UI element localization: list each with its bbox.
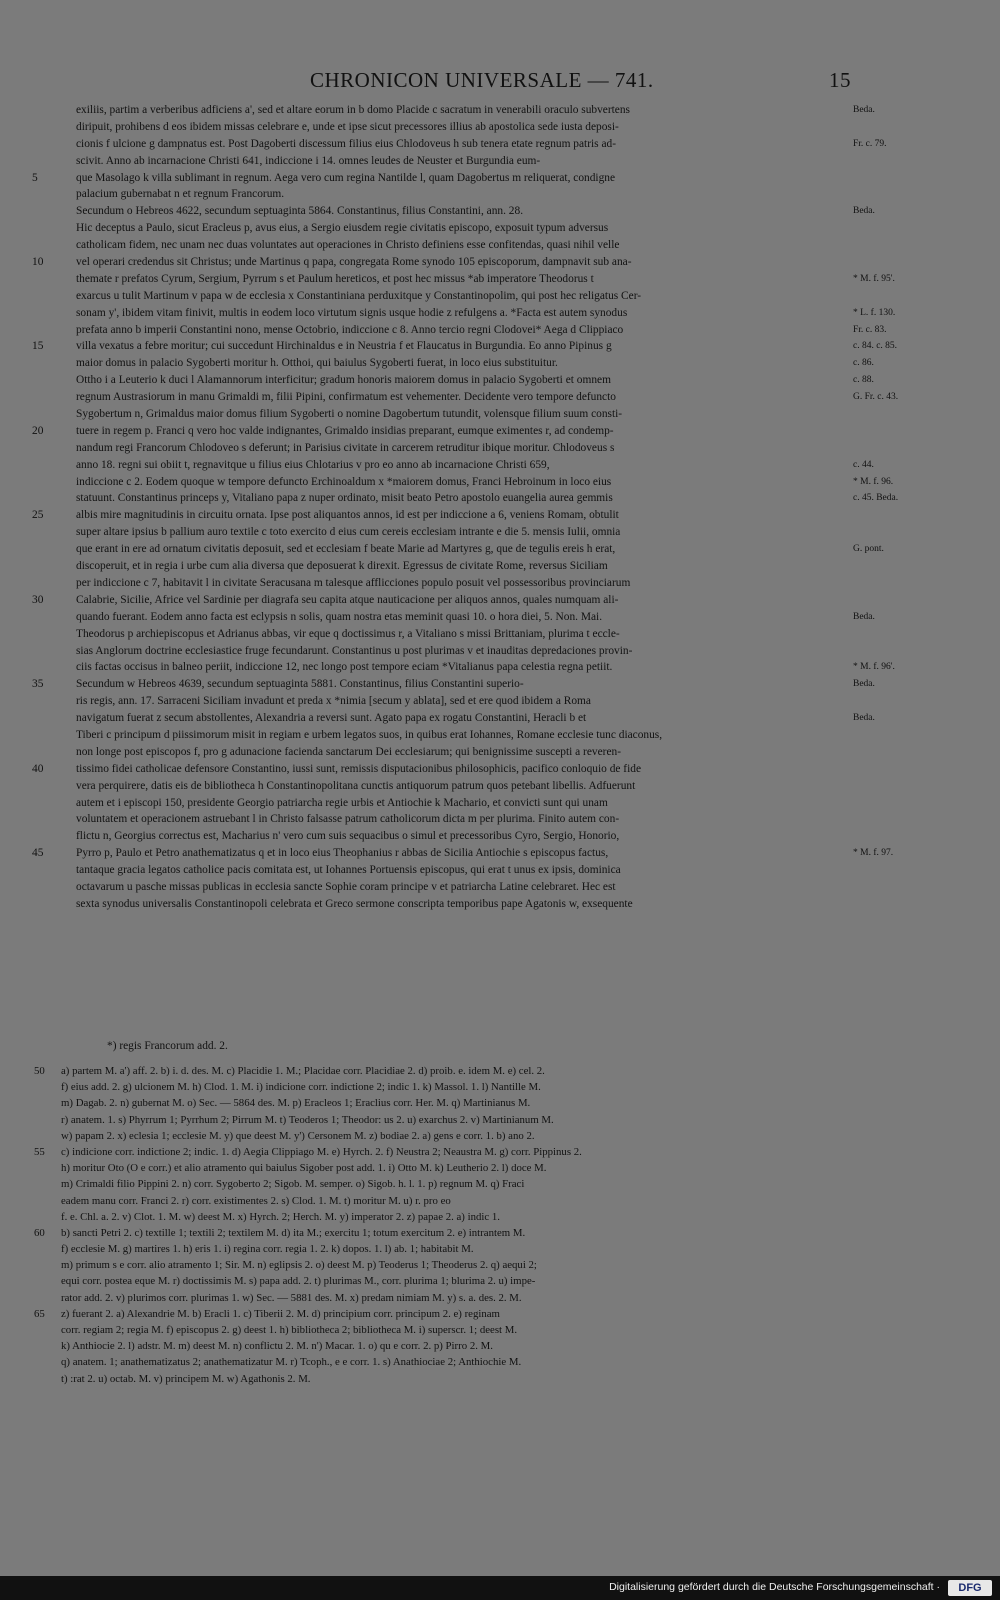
line-text: villa vexatus a febre moritur; cui succedunt Hirchinaldus e in Neustria f et Flaucatus in Burgundia. Eo anno Pipinus g bbox=[76, 340, 612, 353]
line-text: albis mire magnitudinis in circuitu ornata. Ipse post aliquantos annos, id est per indiccione a 6, veniens Romam, obtulit bbox=[76, 509, 619, 522]
text-line bbox=[0, 305, 1000, 322]
apparatus-text: rator add. 2. v) plurimos corr. plurimas 1. w) Sec. — 5881 des. M. x) predam nimiam M. y) s. a. des. 2. M. bbox=[61, 1291, 522, 1304]
apparatus-text: t) :rat 2. u) octab. M. v) principem M. w) Agathonis 2. M. bbox=[61, 1372, 311, 1385]
text-line bbox=[0, 862, 1000, 879]
line-text: exarcus u tulit Martinum v papa w de ecclesia x Constantiniana perduxitque y Constantinopolim, qui post hec religatus Cer- bbox=[76, 289, 642, 302]
apparatus-line bbox=[0, 1112, 1000, 1128]
apparatus-text: b) sancti Petri 2. c) textille 1; textili 2; textilem M. d) ita M.; exercitu 1; totum exercitum 2. e) intrantem M. bbox=[61, 1226, 526, 1239]
line-text: discoperuit, et in regia i urbe cum alia diversa que deposuerat k direxit. Egressus de civitate Rome, reversus Siciliam bbox=[76, 560, 608, 573]
footer-bar bbox=[0, 1576, 1000, 1600]
line-text: vel operari credendus sit Christus; unde Martinus q papa, congregata Rome synodo 105 episcoporum, dampnavit sub ana- bbox=[76, 256, 632, 269]
text-line bbox=[0, 541, 1000, 558]
line-text: Hic deceptus a Paulo, sicut Eracleus p, avus eius, a Sergio eiusdem regie civitatis episcopo, exposuit typum adversus bbox=[76, 222, 609, 235]
margin-note: * M. f. 96'. bbox=[853, 662, 895, 673]
margin-note: Fr. c. 83. bbox=[853, 324, 887, 335]
text-line bbox=[0, 693, 1000, 710]
line-number: 5 bbox=[32, 171, 38, 184]
line-text: catholicam fidem, nec unam nec duas voluntates aut operaciones in Christo definiens esse confitendas, quasi nihil velle bbox=[76, 239, 620, 252]
line-text: tantaque gracia legatos catholice pacis comitata est, ut Iohannes Portuensis episcopus, qui erat t unus ex ipsis, dominica bbox=[76, 864, 621, 877]
apparatus-text: h) moritur Oto (O e corr.) et alio atramento qui baiulus Sigober post add. 1. i) Otto M. k) Leutherio 2. l) doce M. bbox=[61, 1162, 547, 1175]
margin-note: c. 44. bbox=[853, 459, 874, 470]
apparatus-line bbox=[0, 1160, 1000, 1176]
line-text: Calabrie, Sicilie, Africe vel Sardinie per diagrafa seu capita atque nauticacione per aliquos annos, quales numquam ali- bbox=[76, 593, 619, 606]
text-line bbox=[0, 119, 1000, 136]
apparatus-text: m) Crimaldi filio Pippini 2. n) corr. Sygoberto 2; Sigob. M. semper. o) Sigob. h. l. 1. p) regnum M. q) Fraci bbox=[61, 1178, 525, 1191]
line-text: Theodorus p archiepiscopus et Adrianus abbas, vir eque q doctissimus r, a Vitaliano s missi Brittaniam, plurima t eccle- bbox=[76, 627, 620, 640]
text-line bbox=[0, 896, 1000, 913]
line-text: que erant in ere ad ornatum civitatis deposuit, sed et ecclesiam f beate Marie ad Martyres g, que de tegulis ereis h erat, bbox=[76, 543, 616, 556]
text-line bbox=[0, 254, 1000, 271]
text-line bbox=[0, 102, 1000, 119]
page-number: 15 bbox=[829, 68, 851, 92]
margin-note: c. 86. bbox=[853, 358, 874, 369]
apparatus-text: eadem manu corr. Franci 2. r) corr. existimentes 2. s) Clod. 1. M. t) moritur M. u) r. pro eo bbox=[61, 1194, 451, 1207]
line-text: Ottho i a Leuterio k duci l Alamannorum interficitur; gradum honoris maiorem domus in palacio Sygoberti et omnem bbox=[76, 374, 611, 387]
line-text: super altare ipsius b pallium auro textile c toto exercito d eius cum cereis ecclesiam intrante e die 5. mensis Iulii, omnia bbox=[76, 526, 621, 539]
line-text: exiliis, partim a verberibus adficiens a', sed et altare eorum in b domo Placide c sacratum in venerabili oraculo subvertens bbox=[76, 104, 630, 116]
line-text: scivit. Anno ab incarnacione Christi 641, indiccione i 14. omnes leudes de Neuster et Burgundia eum- bbox=[76, 154, 541, 167]
apparatus-line-number: 55 bbox=[34, 1145, 45, 1158]
line-text: Secundum o Hebreos 4622, secundum septuaginta 5864. Constantinus, filius Constantini, ann. 28. bbox=[76, 205, 524, 218]
text-line bbox=[0, 676, 1000, 693]
line-text: non longe post episcopos f, pro g adunacione facienda sanctarum Dei ecclesiarum; qui benignissime suscepti a reveren- bbox=[76, 745, 621, 758]
text-line bbox=[0, 237, 1000, 254]
text-line bbox=[0, 727, 1000, 744]
apparatus-text: f) ecclesie M. g) martires 1. h) eris 1. i) regina corr. regia 1. 2. k) dopos. 1. l) ab. 1; habitabit M. bbox=[61, 1243, 474, 1256]
text-line bbox=[0, 474, 1000, 491]
footer-text: Digitalisierung gefördert durch die Deutsche Forschungsgemeinschaft · bbox=[609, 1581, 940, 1593]
footnote-star: *) regis Francorum add. 2. bbox=[107, 1040, 228, 1052]
text-line bbox=[0, 186, 1000, 203]
margin-note: * M. f. 97. bbox=[853, 848, 894, 859]
apparatus-text: m) Dagab. 2. n) gubernat M. o) Sec. — 5864 des. M. p) Eracleos 1; Eraclius corr. Her. M. q) Martinianus M. bbox=[61, 1097, 531, 1110]
apparatus-line bbox=[0, 1290, 1000, 1306]
text-line bbox=[0, 795, 1000, 812]
line-text: sias Anglorum doctrine ecclesiastice fruge fecundarunt. Constantinus u post plurimas v et inauditas depredaciones provin- bbox=[76, 644, 633, 657]
text-line bbox=[0, 372, 1000, 389]
apparatus-text: a) partem M. a') aff. 2. b) i. d. des. M. c) Placidie 1. M.; Placidae corr. Placidiae 2. d) proib. e. idem M. e) cel. 2. bbox=[61, 1065, 545, 1077]
line-number: 10 bbox=[32, 256, 44, 269]
text-line bbox=[0, 744, 1000, 761]
text-line bbox=[0, 440, 1000, 457]
apparatus-line bbox=[0, 1176, 1000, 1192]
apparatus-line bbox=[0, 1079, 1000, 1095]
apparatus-text: m) primum s e corr. alio atramento 1; Sir. M. n) eglipsis 2. o) deest M. p) Teoderus 1; Theoderus 2. q) aequi 2; bbox=[61, 1259, 537, 1272]
apparatus-line bbox=[0, 1063, 1000, 1079]
line-text: regnum Austrasiorum in manu Grimaldi m, filii Pipini, confirmatum est vehementer. Decidente vero tempore defuncto bbox=[76, 391, 616, 404]
text-line bbox=[0, 136, 1000, 153]
line-text: tuere in regem p. Franci q vero hoc valde indignantes, Grimaldo insidias preparant, eumque eximentes r, ad condemp- bbox=[76, 424, 614, 437]
line-number: 30 bbox=[32, 593, 44, 606]
line-text: navigatum fuerat z secum abstollentes, Alexandria a reversi sunt. Agato papa ex rogatu Constantini, Heracli b et bbox=[76, 712, 587, 725]
line-text: ris regis, ann. 17. Sarraceni Siciliam invadunt et preda x *nimia [secum y ablata], sed et ere quod ibidem a Roma bbox=[76, 695, 591, 708]
line-text: voluntatem et operacionem astruebant l in Christo falsasse patrum catholicorum dicta m per plurima. Finito autem con- bbox=[76, 813, 620, 826]
line-text: Tiberi c principum d piissimorum misit in regiam e urbem legatos suos, in quibus erat Iohannes, Romane ecclesie tunc diaconus, bbox=[76, 728, 663, 741]
text-line bbox=[0, 203, 1000, 220]
line-text: octavarum u pasche missas publicas in ecclesia sancte Sophie coram principe v et patriarcha Latine celebraret. Hec est bbox=[76, 880, 616, 893]
line-number: 35 bbox=[32, 678, 44, 691]
margin-note: Beda. bbox=[853, 206, 875, 217]
line-text: que Masolago k villa sublimant in regnum. Aega vero cum regina Nantilde l, quam Dagobertus m reliquerat, condigne bbox=[76, 171, 616, 184]
text-line bbox=[0, 592, 1000, 609]
apparatus-text: z) fuerant 2. a) Alexandrie M. b) Eracli 1. c) Tiberii 2. M. d) principium corr. principum 2. e) reginam bbox=[61, 1307, 500, 1320]
line-text: Secundum w Hebreos 4639, secundum septuaginta 5881. Constantinus, filius Constantini superio- bbox=[76, 678, 524, 691]
apparatus-line bbox=[0, 1257, 1000, 1273]
text-line bbox=[0, 811, 1000, 828]
text-line bbox=[0, 710, 1000, 727]
text-line bbox=[0, 761, 1000, 778]
apparatus-line bbox=[0, 1338, 1000, 1354]
line-text: per indiccione c 7, habitavit l in civitate Seracusana m talesque afflicciones populo posuit vel possessoribus provinciarum bbox=[76, 576, 631, 589]
margin-note: G. pont. bbox=[853, 544, 884, 555]
critical-apparatus bbox=[0, 1063, 1000, 1387]
text-line bbox=[0, 423, 1000, 440]
line-text: anno 18. regni sui obiit t, regnavitque u filius eius Chlotarius v pro eo anno ab incarnacione Christi 659, bbox=[76, 458, 550, 471]
text-line bbox=[0, 659, 1000, 676]
text-line bbox=[0, 845, 1000, 862]
apparatus-line bbox=[0, 1273, 1000, 1289]
margin-note: Beda. bbox=[853, 679, 875, 690]
text-line bbox=[0, 575, 1000, 592]
text-line bbox=[0, 558, 1000, 575]
apparatus-text: r) anatem. 1. s) Phyrrum 1; Pyrrhum 2; Pirrum M. t) Teoderos 1; Theodor: us 2. u) exarchus 2. v) Martinianum M. bbox=[61, 1113, 554, 1126]
line-text: autem et i episcopi 150, presidente Georgio patriarcha regie urbis et Antiochie k Machario, et convicti sunt qui unam bbox=[76, 796, 608, 809]
apparatus-line bbox=[0, 1209, 1000, 1225]
line-text: prefata anno b imperii Constantini nono, mense Octobrio, indiccione c 8. Anno tercio regni Clodovei* Aega d Clippiaco bbox=[76, 323, 624, 336]
apparatus-text: k) Anthiocie 2. l) adstr. M. m) deest M. n) conflictu 2. M. n') Macar. 1. o) qu e corr. 2. p) Pirro 2. M. bbox=[61, 1340, 493, 1353]
text-line bbox=[0, 322, 1000, 339]
text-line bbox=[0, 406, 1000, 423]
text-line bbox=[0, 626, 1000, 643]
line-number: 15 bbox=[32, 340, 44, 353]
line-text: quando fuerant. Eodem anno facta est eclypsis n solis, quam nostra etas meminit quasi 10. o hora diei, 5. Non. Mai. bbox=[76, 610, 603, 623]
line-text: sexta synodus universalis Constantinopoli celebrata et Greco sermone conscripta temporibus pape Agatonis w, exsequente bbox=[76, 897, 633, 910]
apparatus-line bbox=[0, 1095, 1000, 1111]
line-text: nandum regi Francorum Chlodoveo s deferunt; in Parisius civitate in carcerem retruditur ibique moritur. Chlodoveus s bbox=[76, 441, 615, 454]
main-text bbox=[0, 102, 1000, 913]
header-title: CHRONICON UNIVERSALE — 741. bbox=[310, 68, 654, 92]
margin-note: Beda. bbox=[853, 713, 875, 724]
line-number: 45 bbox=[32, 847, 44, 860]
text-line bbox=[0, 778, 1000, 795]
line-number: 20 bbox=[32, 424, 44, 437]
text-line bbox=[0, 338, 1000, 355]
apparatus-line bbox=[0, 1354, 1000, 1370]
apparatus-text: corr. regiam 2; regia M. f) episcopus 2. g) deest 1. h) bibliotheca 2; bibliotheca M. i) superscr. 1; deest M. bbox=[61, 1324, 518, 1336]
line-text: vera perquirere, datis eis de bibliotheca h Constantinopolitana cunctis antiquorum patrum quos petebant libellis. Adfuerunt bbox=[76, 779, 636, 792]
text-line bbox=[0, 490, 1000, 507]
apparatus-line bbox=[0, 1306, 1000, 1322]
apparatus-line-number: 60 bbox=[34, 1226, 45, 1239]
margin-note: c. 45. Beda. bbox=[853, 493, 899, 504]
text-line bbox=[0, 609, 1000, 626]
text-line bbox=[0, 457, 1000, 474]
margin-note: Beda. bbox=[853, 105, 875, 115]
apparatus-text: c) indicione corr. indictione 2; indic. 1. d) Aegia Clippiago M. e) Hyrch. 2. f) Neustra 2; Neaustra M. g) corr. Pippinus 2. bbox=[61, 1145, 582, 1158]
apparatus-text: w) papam 2. x) eclesia 1; ecclesie M. y) que deest M. y') Cersonem M. z) bodiae 2. a) gens e corr. 1. b) ano 2. bbox=[61, 1129, 535, 1142]
text-line bbox=[0, 271, 1000, 288]
apparatus-text: f. e. Chl. a. 2. v) Clot. 1. M. w) deest M. x) Hyrch. 2; Herch. M. y) imperator 2. z) papae 2. a) indic 1. bbox=[61, 1210, 500, 1223]
margin-note: * M. f. 95'. bbox=[853, 273, 895, 284]
text-line bbox=[0, 828, 1000, 845]
text-line bbox=[0, 288, 1000, 305]
line-text: Sygobertum n, Grimaldus maior domus filium Sygoberti o nomine Dagobertum tutundit, volensque filium suum consti- bbox=[76, 408, 623, 421]
apparatus-line bbox=[0, 1193, 1000, 1209]
dfg-logo: DFG bbox=[948, 1580, 992, 1596]
text-line bbox=[0, 153, 1000, 170]
running-header bbox=[0, 68, 1000, 98]
apparatus-text: q) anatem. 1; anathematizatus 2; anathematizatur M. r) Tcoph., e e corr. 1. s) Anathiociae 2; Anthiochie M. bbox=[61, 1356, 522, 1369]
line-text: themate r prefatos Cyrum, Sergium, Pyrrum s et Paulum hereticos, et post hec missus *ab imperatore Theodorus t bbox=[76, 272, 594, 285]
line-text: sonam y', ibidem vitam finivit, multis in eodem loco virtutum signis usque hodie z refulgens a. *Facta est autem synodus bbox=[76, 306, 628, 319]
apparatus-line bbox=[0, 1371, 1000, 1387]
text-line bbox=[0, 170, 1000, 187]
margin-note: G. Fr. c. 43. bbox=[853, 392, 899, 403]
apparatus-text: f) eius add. 2. g) ulcionem M. h) Clod. 1. M. i) indicione corr. indictione 2; indic 1. k) Massol. 1. l) Nantille M. bbox=[61, 1081, 541, 1094]
margin-note: * M. f. 96. bbox=[853, 476, 894, 487]
line-text: Pyrro p, Paulo et Petro anathematizatus q et in loco eius Theophanius r abbas de Sicilia Antiochie s episcopus factus, bbox=[76, 847, 609, 860]
line-text: diripuit, prohibens d eos ibidem missas celebrare e, unde et ipse sicut precessores illius ab apostolica sede iusta deposi- bbox=[76, 120, 619, 133]
apparatus-line bbox=[0, 1225, 1000, 1241]
text-line bbox=[0, 507, 1000, 524]
line-text: flictu n, Georgius correctus est, Macharius n' vero cum suis sequacibus o simul et precessoribus Cyro, Sergio, Honorio, bbox=[76, 830, 620, 843]
line-text: ciis factas occisus in balneo periit, indiccione 12, nec longo post tempore eciam *Vitalianus papa celestia regna petiit. bbox=[76, 661, 613, 674]
line-text: maior domus in palacio Sygoberti moritur h. Otthoi, qui baiulus Sygoberti fuerat, in loco eius substituitur. bbox=[76, 357, 558, 370]
text-line bbox=[0, 389, 1000, 406]
apparatus-line bbox=[0, 1322, 1000, 1338]
text-line bbox=[0, 879, 1000, 896]
text-line bbox=[0, 355, 1000, 372]
margin-note: * L. f. 130. bbox=[853, 307, 896, 318]
line-text: tissimo fidei catholicae defensore Constantino, iussi sunt, remissis disputacionibus philosophicis, pacifico conloquio de fide bbox=[76, 762, 642, 775]
line-text: statuunt. Constantinus princeps y, Vitaliano papa z nuper ordinato, misit beato Petro apostolo euangelia aurea gemmis bbox=[76, 492, 613, 505]
apparatus-text: equi corr. postea eque M. r) doctissimis M. s) papa add. 2. t) plurimas M., corr. plurima 1; blurima 2. u) impe- bbox=[61, 1275, 536, 1288]
line-text: palacium gubernabat n et regnum Francorum. bbox=[76, 188, 285, 201]
apparatus-line bbox=[0, 1128, 1000, 1144]
line-number: 40 bbox=[32, 762, 44, 775]
line-text: indiccione c 2. Eodem quoque w tempore defuncto Erchinoaldum x *maiorem domus, Franci Hebroinum in loco eius bbox=[76, 475, 612, 488]
text-line bbox=[0, 524, 1000, 541]
margin-note: Fr. c. 79. bbox=[853, 138, 887, 149]
text-line bbox=[0, 643, 1000, 660]
apparatus-line-number: 50 bbox=[34, 1065, 45, 1077]
text-line bbox=[0, 220, 1000, 237]
margin-note: c. 88. bbox=[853, 375, 874, 386]
line-number: 25 bbox=[32, 509, 44, 522]
apparatus-line bbox=[0, 1241, 1000, 1257]
apparatus-line-number: 65 bbox=[34, 1307, 45, 1320]
margin-note: c. 84. c. 85. bbox=[853, 341, 898, 352]
margin-note: Beda. bbox=[853, 611, 875, 622]
apparatus-line bbox=[0, 1144, 1000, 1160]
line-text: cionis f ulcione g dampnatus est. Post Dagoberti discessum filius eius Chlodoveus h sub tenera etate regnum patris ad- bbox=[76, 137, 616, 150]
